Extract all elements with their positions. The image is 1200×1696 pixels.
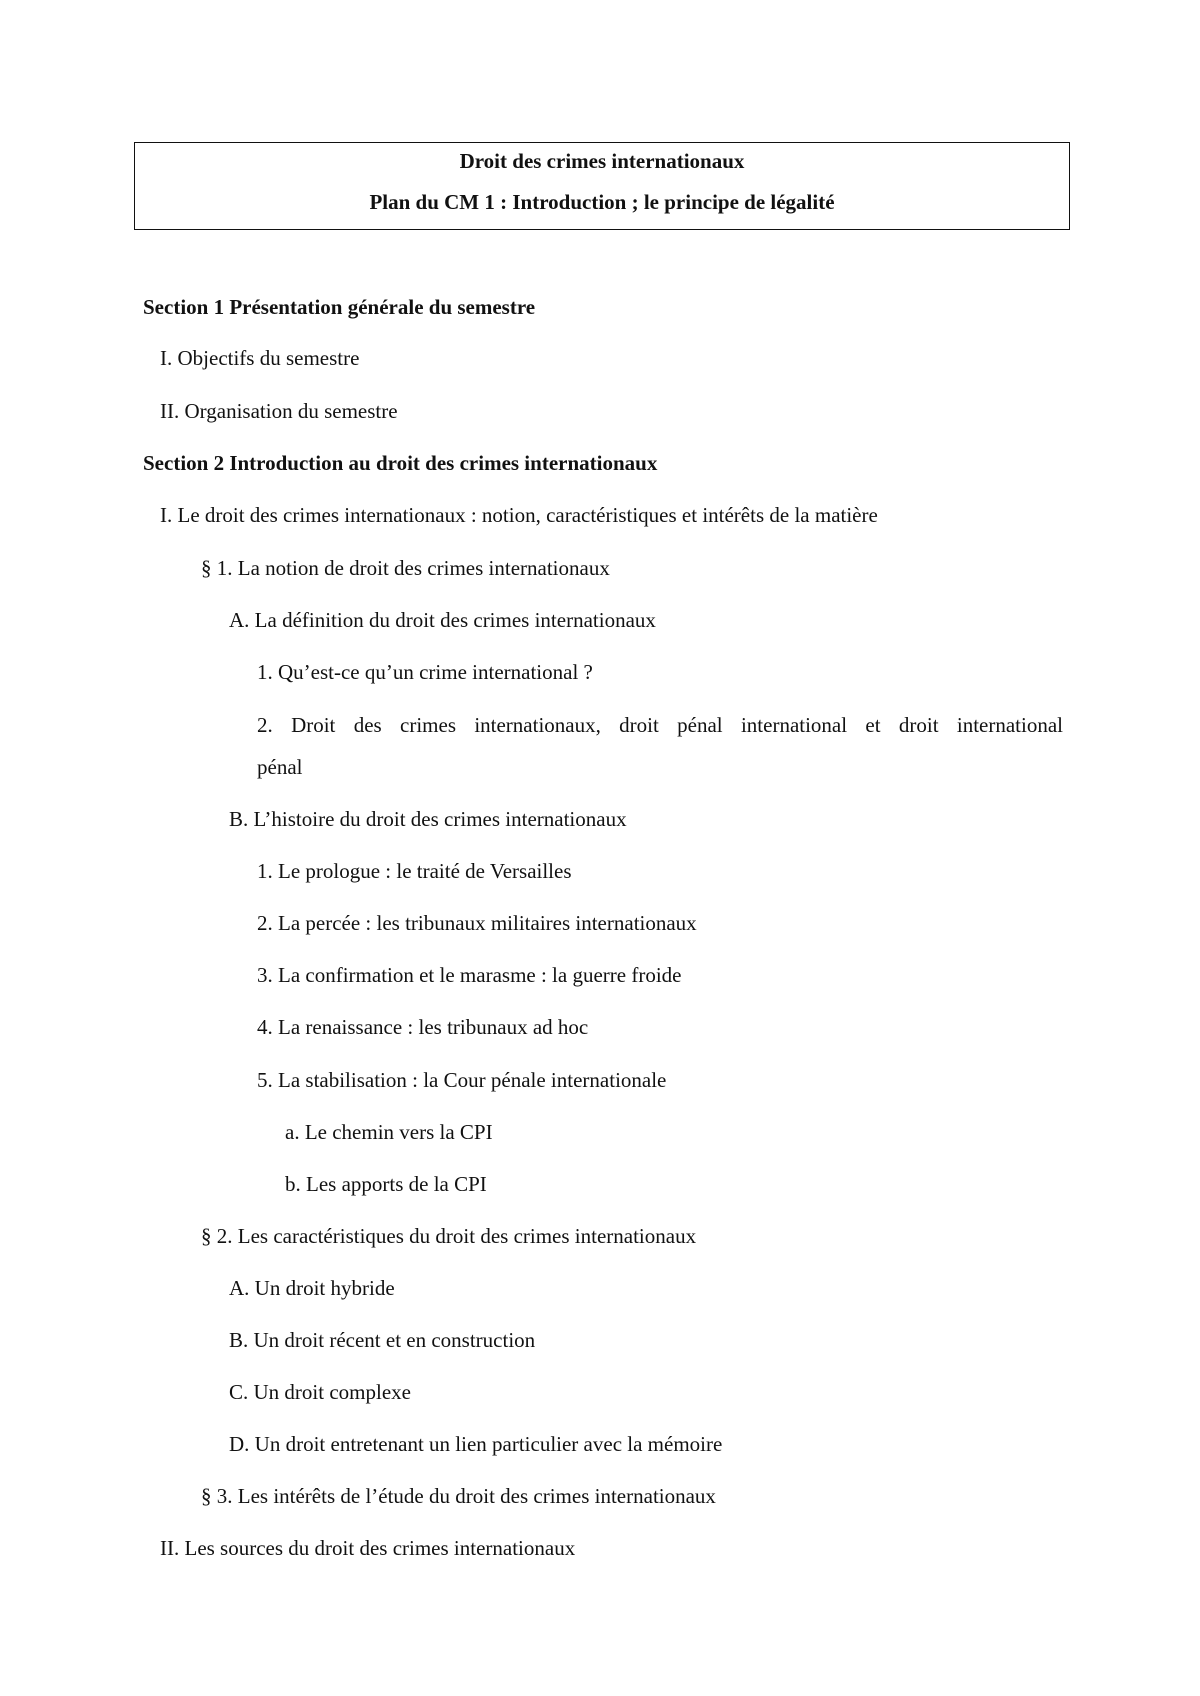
outline-item: 2. La percée : les tribunaux militaires internationaux — [257, 911, 697, 935]
section-2-heading: Section 2 Introduction au droit des crimes internationaux — [143, 451, 658, 475]
outline-item: a. Le chemin vers la CPI — [285, 1120, 493, 1144]
outline-item: B. Un droit récent et en construction — [229, 1328, 536, 1352]
outline-item: § 2. Les caractéristiques du droit des crimes internationaux — [201, 1224, 697, 1248]
outline-item: 1. Qu’est-ce qu’un crime international ? — [257, 660, 593, 684]
document-title: Droit des crimes internationaux — [459, 149, 745, 173]
section-1-heading: Section 1 Présentation générale du semestre — [143, 295, 536, 319]
title-box — [134, 142, 1070, 230]
outline-item: II. Les sources du droit des crimes internationaux — [160, 1536, 576, 1560]
outline-item: 3. La confirmation et le marasme : la guerre froide — [257, 963, 682, 987]
outline-item: b. Les apports de la CPI — [285, 1172, 487, 1196]
outline-item: 1. Le prologue : le traité de Versailles — [257, 859, 572, 883]
outline-item: 5. La stabilisation : la Cour pénale internationale — [257, 1068, 667, 1092]
outline-item: C. Un droit complexe — [229, 1380, 411, 1404]
outline-item: B. L’histoire du droit des crimes internationaux — [229, 807, 627, 831]
outline-item: 4. La renaissance : les tribunaux ad hoc — [257, 1015, 589, 1039]
outline-item: D. Un droit entretenant un lien particulier avec la mémoire — [229, 1432, 723, 1456]
outline-item: A. La définition du droit des crimes internationaux — [229, 608, 656, 632]
outline-item: I. Le droit des crimes internationaux : notion, caractéristiques et intérêts de la matière — [160, 503, 878, 527]
outline-item: 2. Droit des crimes internationaux, droit pénal international et droit international — [257, 713, 1063, 737]
outline-item: § 1. La notion de droit des crimes internationaux — [201, 556, 610, 580]
outline-item: II. Organisation du semestre — [160, 399, 398, 423]
outline-item-continuation: pénal — [257, 755, 303, 779]
outline-item: A. Un droit hybride — [229, 1276, 395, 1300]
document-subtitle: Plan du CM 1 : Introduction ; le principe de légalité — [369, 190, 835, 214]
outline-item: § 3. Les intérêts de l’étude du droit des crimes internationaux — [201, 1484, 716, 1508]
outline-item: I. Objectifs du semestre — [160, 346, 360, 370]
